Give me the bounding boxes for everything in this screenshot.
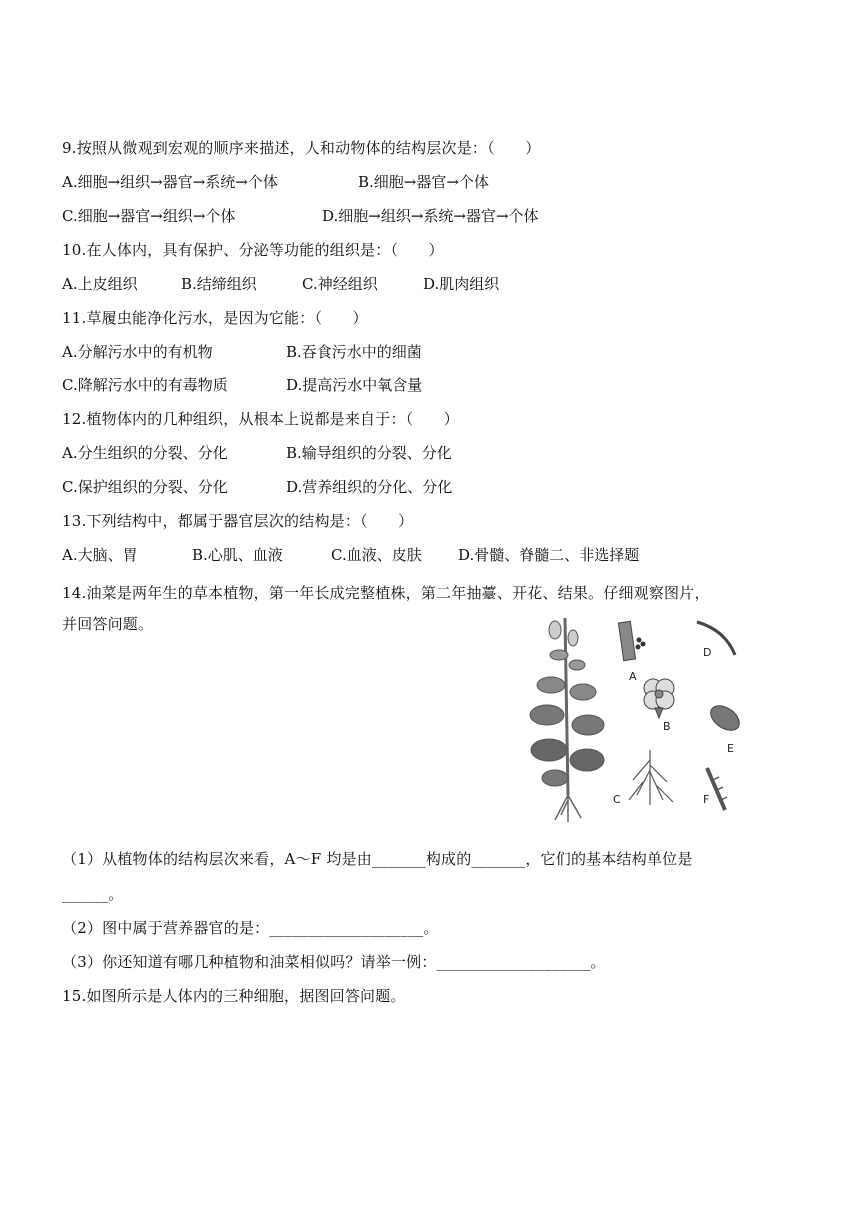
question-14-sub-1-line-2: ______。 bbox=[62, 885, 124, 903]
question-12-option-c: C.保护组织的分裂、分化 bbox=[62, 478, 228, 496]
question-9-option-c: C.细胞→器官→组织→个体 bbox=[62, 207, 236, 225]
question-11-stem: 11.草履虫能净化污水，是因为它能：（ ） bbox=[62, 309, 368, 327]
rapeseed-plant-figure bbox=[525, 610, 760, 825]
question-15-stem: 15.如图所示是人体内的三种细胞，据图回答问题。 bbox=[62, 987, 406, 1005]
question-13-option-a: A.大脑、胃 bbox=[62, 546, 138, 564]
question-12-stem: 12.植物体内的几种组织，从根本上说都是来自于：（ ） bbox=[62, 410, 459, 428]
question-14-stem-line-2: 并回答问题。 bbox=[62, 615, 154, 633]
question-14-stem-line-1: 14.油菜是两年生的草本植物，第一年长成完整植株，第二年抽薹、开花、结果。仔细观察图片， bbox=[62, 584, 710, 602]
figure-label-a: A bbox=[629, 670, 637, 683]
question-10-option-d: D.肌肉组织 bbox=[423, 275, 500, 293]
question-10-option-c: C.神经组织 bbox=[302, 275, 378, 293]
organ-e-leaf bbox=[706, 701, 744, 736]
question-9-stem: 9.按照从微观到宏观的顺序来描述，人和动物体的结构层次是：（ ） bbox=[62, 139, 541, 157]
whole-plant-drawing bbox=[530, 618, 604, 822]
question-12-option-b: B.输导组织的分裂、分化 bbox=[286, 444, 452, 462]
question-10-option-a: A.上皮组织 bbox=[62, 275, 138, 293]
question-14-sub-1-line-1: （1）从植物体的结构层次来看，A～F 均是由_______构成的_______，它们的基本结构单位是 bbox=[62, 850, 693, 868]
question-9-option-b: B.细胞→器官→个体 bbox=[358, 173, 489, 191]
figure-label-c: C bbox=[613, 793, 621, 806]
question-14-sub-2: （2）图中属于营养器官的是：____________________。 bbox=[62, 919, 439, 937]
question-11-option-b: B.吞食污水中的细菌 bbox=[286, 343, 422, 361]
organ-f-stem bbox=[707, 768, 727, 810]
figure-label-d: D bbox=[703, 646, 712, 659]
organ-a-stem-section bbox=[618, 621, 645, 660]
question-11-option-c: C.降解污水中的有毒物质 bbox=[62, 376, 228, 394]
question-10-stem: 10.在人体内，具有保护、分泌等功能的组织是：（ ） bbox=[62, 241, 444, 259]
question-14-sub-3: （3）你还知道有哪几种植物和油菜相似吗？请举一例：____________________。 bbox=[62, 953, 606, 971]
question-11-option-a: A.分解污水中的有机物 bbox=[62, 343, 213, 361]
question-10-option-b: B.结缔组织 bbox=[181, 275, 257, 293]
rapeseed-illustration bbox=[525, 610, 760, 825]
question-13-option-b: B.心肌、血液 bbox=[192, 546, 283, 564]
question-13-option-c: C.血液、皮肤 bbox=[331, 546, 422, 564]
question-12-option-d: D.营养组织的分化、分化 bbox=[286, 478, 453, 496]
figure-label-e: E bbox=[727, 742, 734, 755]
question-13-option-d: D.骨髓、脊髓二、非选择题 bbox=[458, 546, 640, 564]
figure-label-b: B bbox=[663, 720, 671, 733]
question-13-stem: 13.下列结构中，都属于器官层次的结构是：（ ） bbox=[62, 512, 414, 530]
figure-label-f: F bbox=[703, 793, 710, 806]
organ-b-flower bbox=[644, 679, 674, 718]
question-12-option-a: A.分生组织的分裂、分化 bbox=[62, 444, 228, 462]
question-9-option-a: A.细胞→组织→器官→系统→个体 bbox=[62, 173, 278, 191]
organ-c-root bbox=[629, 750, 673, 805]
question-9-option-d: D.细胞→组织→系统→器官→个体 bbox=[322, 207, 539, 225]
question-11-option-d: D.提高污水中氧含量 bbox=[286, 376, 423, 394]
